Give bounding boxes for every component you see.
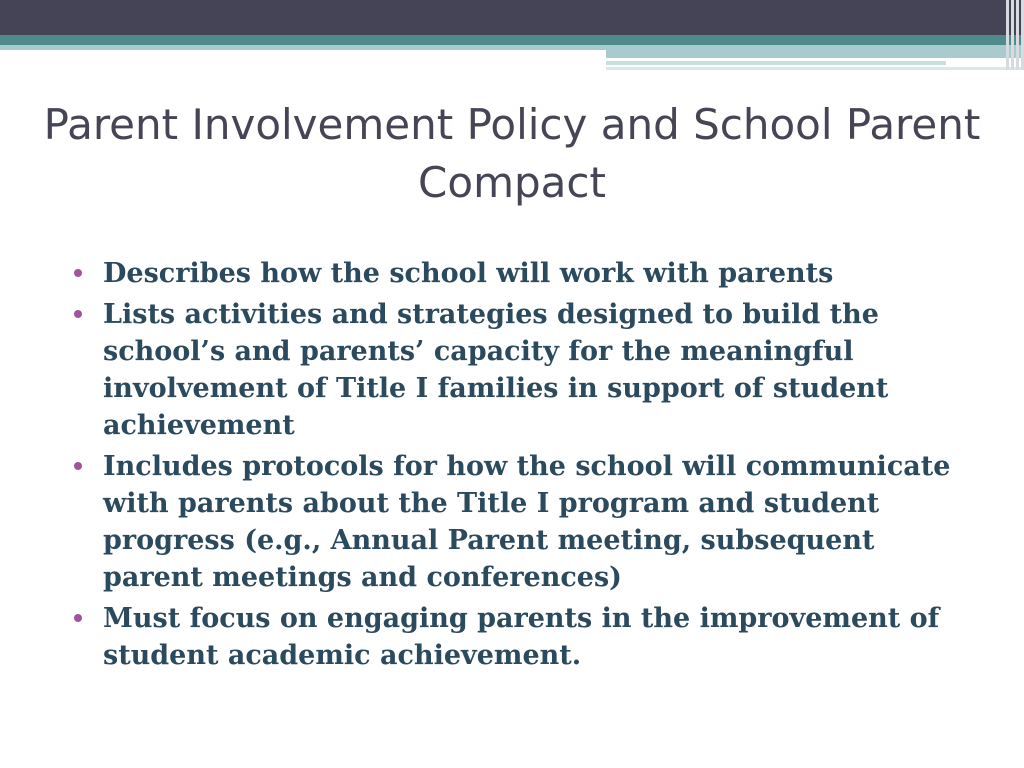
corner-stripes-decoration	[994, 0, 1024, 70]
header-band-accent	[606, 50, 1024, 58]
bullet-text: Describes how the school will work with parents	[103, 258, 834, 289]
stripe	[1016, 0, 1019, 70]
bullet-text: Includes protocols for how the school will communicate with parents about the Title I program and student progress (e.g., Annual Parent meeting, subsequent parent meetings and conferences)	[103, 451, 951, 593]
header-line-accent-secondary	[606, 67, 1024, 70]
bullet-dot-icon	[74, 462, 82, 470]
bullet-dot-icon	[74, 614, 82, 622]
stripe	[1011, 0, 1014, 70]
bullet-item	[72, 255, 972, 292]
bullet-dot-icon	[74, 269, 82, 277]
bullet-dot-icon	[74, 310, 82, 318]
bullet-text: Must focus on engaging parents in the improvement of student academic achievement.	[103, 603, 940, 671]
header-line-accent	[606, 61, 946, 65]
bullet-item	[72, 600, 972, 674]
header-band-dark	[0, 0, 1024, 35]
bullet-item	[72, 448, 972, 596]
stripe	[1006, 0, 1009, 70]
bullet-list	[72, 255, 972, 678]
header-band-teal	[0, 35, 1024, 45]
bullet-item	[72, 296, 972, 444]
slide-title: Parent Involvement Policy and School Parent Compact	[43, 100, 981, 207]
bullet-text: Lists activities and strategies designed to build the school’s and parents’ capacity for the meaningful involvement of Title I families in support of student achievement	[103, 299, 889, 441]
